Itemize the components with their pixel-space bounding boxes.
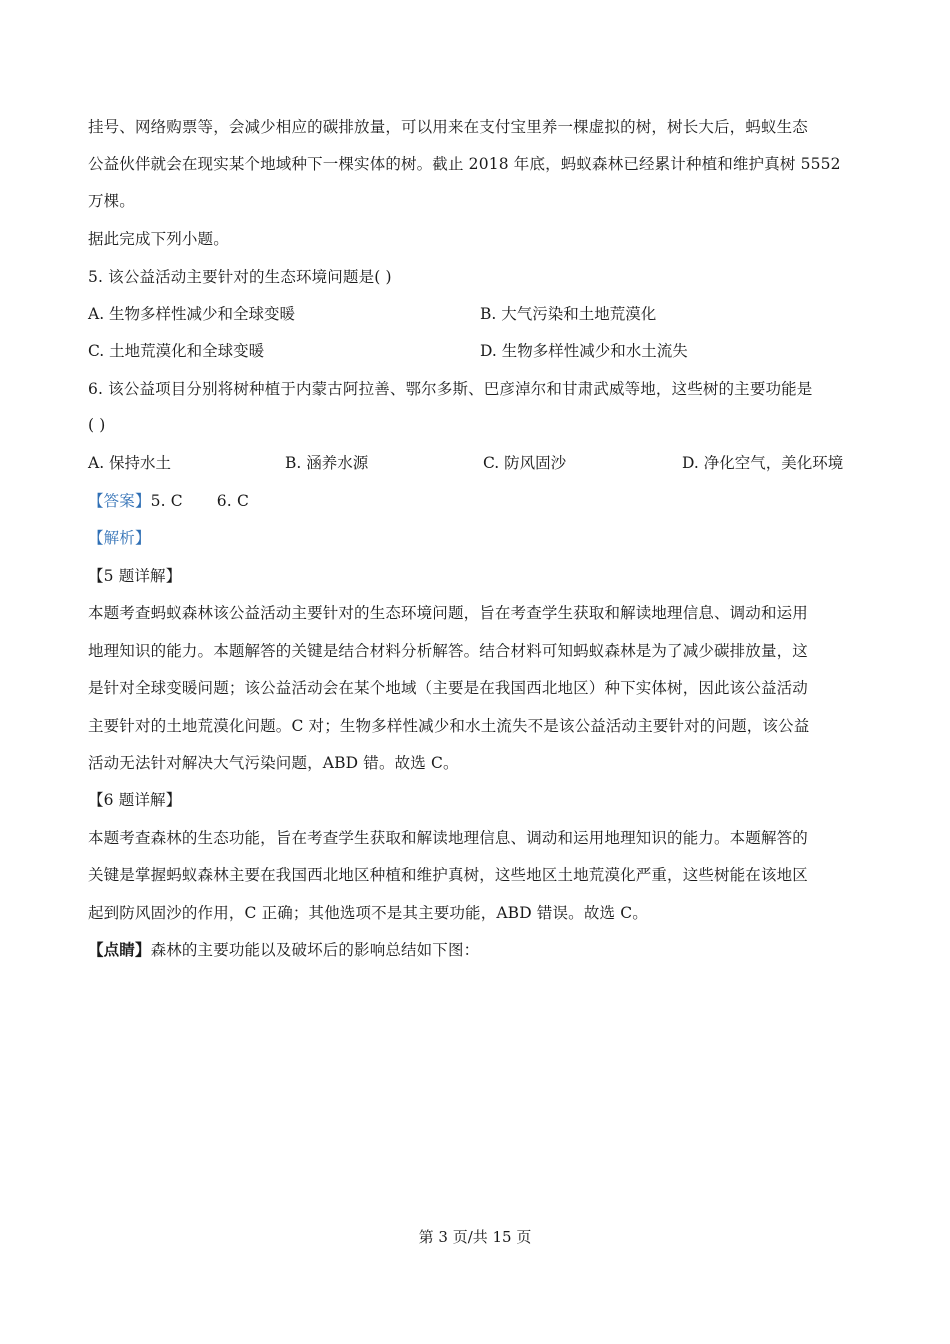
q6-option-a: A. 保持水土 xyxy=(88,454,172,472)
intro-line-1: 挂号、网络购票等，会减少相应的碳排放量，可以用来在支付宝里养一棵虚拟的树，树长大后，蚂蚁生态 xyxy=(88,118,808,136)
answer-5: 5. C xyxy=(150,492,183,510)
q5-option-b: B. 大气污染和土地荒漠化 xyxy=(480,305,657,323)
q6-detail-line-1: 本题考查森林的生态功能，旨在考查学生获取和解读地理信息、调动和运用地理知识的能力。本题解答的 xyxy=(88,829,808,847)
q6-option-d: D. 净化空气，美化环境 xyxy=(682,454,844,472)
answer-6: 6. C xyxy=(216,492,249,510)
q5-option-d: D. 生物多样性减少和水土流失 xyxy=(480,342,688,360)
tip-text: 森林的主要功能以及破坏后的影响总结如下图： xyxy=(150,941,480,959)
q5-detail-line-1: 本题考查蚂蚁森林该公益活动主要针对的生态环境问题，旨在考查学生获取和解读地理信息、调动和运用 xyxy=(88,604,808,622)
q5-option-c: C. 土地荒漠化和全球变暖 xyxy=(88,342,265,360)
answer-line xyxy=(88,490,249,512)
q5-detail-line-3: 是针对全球变暖问题；该公益活动会在某个地域（主要是在我国西北地区）种下实体树，因此该公益活动 xyxy=(88,679,808,697)
question-6-stem-line-1: 6. 该公益项目分别将树种植于内蒙古阿拉善、鄂尔多斯、巴彦淖尔和甘肃武威等地，这些树的主要功能是 xyxy=(88,380,813,398)
q5-detail-line-2: 地理知识的能力。本题解答的关键是结合材料分析解答。结合材料可知蚂蚁森林是为了减少碳排放量，这 xyxy=(88,642,808,660)
q6-detail-title: 【6 题详解】 xyxy=(88,791,182,809)
q6-detail-line-3: 起到防风固沙的作用，C 正确；其他选项不是其主要功能，ABD 错误。故选 C。 xyxy=(88,904,648,922)
q6-option-b: B. 涵养水源 xyxy=(285,454,369,472)
analysis-label: 【解析】 xyxy=(88,529,151,547)
q5-detail-title: 【5 题详解】 xyxy=(88,567,182,585)
tip-line xyxy=(88,939,479,961)
intro-line-3: 万棵。 xyxy=(88,192,135,210)
answer-label: 【答案】 xyxy=(88,492,151,510)
instruction-line: 据此完成下列小题。 xyxy=(88,230,229,248)
q5-detail-line-4: 主要针对的土地荒漠化问题。C 对；生物多样性减少和水土流失不是该公益活动主要针对的问题，该公益 xyxy=(88,717,810,735)
question-5-stem: 5. 该公益活动主要针对的生态环境问题是( ) xyxy=(88,268,392,286)
page-footer: 第 3 页/共 15 页 xyxy=(418,1228,532,1246)
q6-option-c: C. 防风固沙 xyxy=(483,454,567,472)
tip-label: 【点睛】 xyxy=(88,940,151,959)
q5-option-a: A. 生物多样性减少和全球变暖 xyxy=(88,305,296,323)
intro-line-2: 公益伙伴就会在现实某个地域种下一棵实体的树。截止 2018 年底，蚂蚁森林已经累计种植和维护真树 5552 xyxy=(88,155,841,173)
question-6-stem-line-2: ( ) xyxy=(88,416,106,434)
q6-detail-line-2: 关键是掌握蚂蚁森林主要在我国西北地区种植和维护真树，这些地区土地荒漠化严重，这些树能在该地区 xyxy=(88,866,808,884)
q5-detail-line-5: 活动无法针对解决大气污染问题，ABD 错。故选 C。 xyxy=(88,754,459,772)
